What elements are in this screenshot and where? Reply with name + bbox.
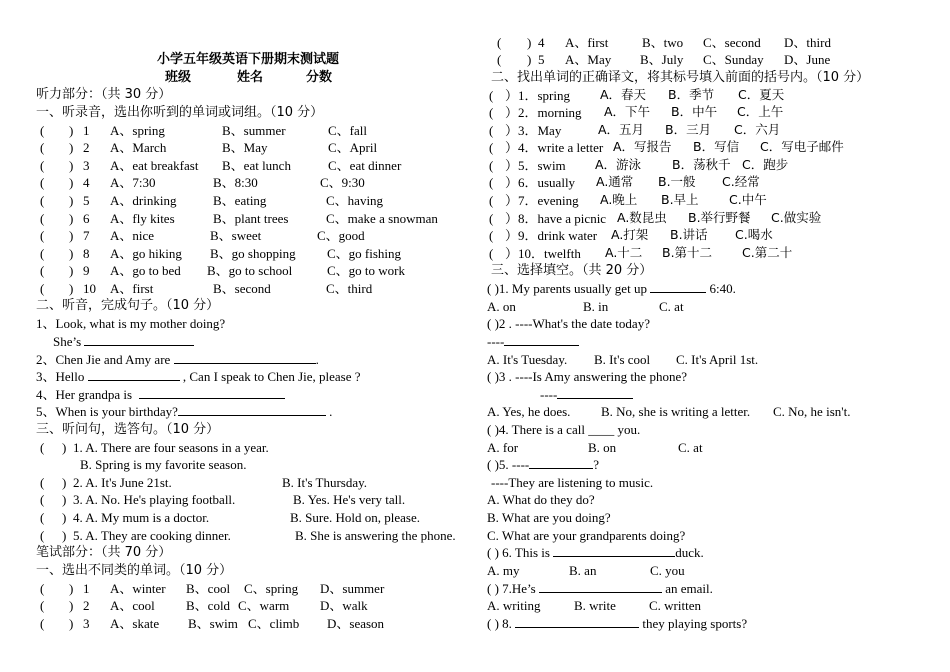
option-a: A.通常 [596,174,634,189]
answer-a: 1. A. There are four seasons in a year. [73,440,269,455]
option-c: C．夏天 [738,87,785,102]
listening-part-heading: 听力部分：（共 30 分） [36,87,172,102]
option-c: C、third [326,281,373,296]
option-c: C、April [328,140,378,155]
item-number: 3 [83,616,90,631]
option-c: C、make a snowman [326,211,438,226]
option-d: D、season [327,616,385,631]
option-a: A．写报告 [613,139,672,154]
option-b: B．中午 [671,104,718,119]
option-b: B、swim [188,616,238,631]
option-b: B. in [583,299,609,314]
option-c: C.中午 [729,192,767,207]
answer-blank[interactable] [178,403,326,416]
option-b: B、May [222,140,268,155]
answer-blank[interactable] [650,280,706,293]
option-a: A.打架 [611,227,649,242]
option-c: C、go to work [327,263,406,278]
option-a: A、7:30 [110,175,156,190]
option-b: B．荡秋千 [672,157,731,172]
word: ）2．morning [505,105,582,120]
option-a: A.晚上 [600,192,638,207]
q7-end: an email. [665,581,713,596]
answer-blank[interactable] [557,386,633,399]
option-a: A．游泳 [595,157,642,172]
option-a: A、skate [110,616,160,631]
field-score: 分数 [306,70,333,85]
option-d: D、third [784,35,831,50]
answer-blank[interactable] [553,544,675,557]
q6-end: duck. [675,545,704,560]
w3-q5-option-c: C. What are your grandparents doing? [487,528,686,543]
option-a: A、first [110,281,154,296]
option-d: D、summer [320,581,385,596]
w3-heading: 三、选择填空。（共 20 分） [491,263,653,278]
q5-text: ( )5. ---- [487,457,530,472]
l3-heading: 三、听问句，选答句。（10 分） [36,422,220,437]
option-b: B. write [574,598,616,613]
word: ）4．write a letter [505,140,604,155]
option-c: C、go fishing [327,246,402,261]
option-c: C．跑步 [742,157,789,172]
option-b: B. on [588,440,617,455]
answer-blank[interactable] [84,333,194,346]
word: ）1．spring [505,88,571,103]
word: ）9．drink water [505,228,598,243]
option-a: A、March [110,140,167,155]
option-c: C．六月 [734,122,781,137]
option-c: C.经常 [722,174,760,189]
item-number: 9 [83,263,90,278]
l1-heading: 一、听录音，选出你听到的单词或词组。（10 分） [36,105,324,120]
option-b: B、eating [213,193,267,208]
l2-s2-end: . [315,352,319,367]
option-c: C．上午 [737,104,784,119]
option-a: A. for [487,440,519,455]
option-b: B、summer [222,123,286,138]
answer-blank[interactable] [515,615,639,628]
answer-a: 2. A. It's June 21st. [73,475,172,490]
option-c: C、warm [238,598,290,613]
l2-heading: 二、听音，完成句子。（10 分） [36,298,220,313]
option-b: B、July [640,52,684,67]
l2-sentence-5 [36,403,332,420]
option-a: A. It's Tuesday. [487,352,568,367]
w3-q2-answer-line [487,333,579,350]
word: ）6．usually [505,175,576,190]
l2-s5-end: . [329,404,333,419]
page-title: 小学五年级英语下册期末测试题 [157,52,340,67]
item-number: 1 [83,123,90,138]
answer-b: B. She is answering the phone. [295,528,456,543]
w3-question-8 [487,615,747,632]
option-b: B、two [642,35,684,50]
option-a: A. writing [487,598,541,613]
q5-end: ? [593,457,600,472]
item-number: 8 [83,246,90,261]
option-a: A、eat breakfast [110,158,199,173]
option-a: A、first [565,35,609,50]
option-b: B.一般 [658,174,696,189]
answer-a: 5. A. They are cooking dinner. [73,528,231,543]
w3-question-5 [487,456,599,473]
answer-blank[interactable] [88,368,180,381]
option-b: B、sweet [210,228,262,243]
item-number: 10 [83,281,96,296]
option-c: C、9:30 [320,175,365,190]
item-number: 1 [83,581,90,596]
l2-sentence-3 [36,368,361,385]
w3-q3-answer-line [540,386,633,403]
option-a: A. my [487,563,520,578]
option-b: B. It's cool [594,352,651,367]
option-a: A、nice [110,228,155,243]
option-b: B.第十二 [662,245,713,260]
option-c: C、good [317,228,365,243]
option-c: C. It's April 1st. [676,352,759,367]
option-c: C、spring [244,581,299,596]
w3-question-3: ( )3 . ----Is Amy answering the phone? [487,369,687,384]
w3-q5-line2: ----They are listening to music. [491,475,654,490]
answer-b: B. Sure. Hold on, please. [290,510,420,525]
option-d: D、walk [320,598,368,613]
word: ）8．have a picnic [505,211,607,226]
word: ）10．twelfth [505,246,581,261]
item-number: 5 [83,193,90,208]
dash: ---- [540,387,558,402]
option-c: C.喝水 [735,227,773,242]
option-c: C、eat dinner [328,158,402,173]
l2-s4-text: 4、Her grandpa is [36,387,133,402]
option-a: A、go hiking [110,246,182,261]
option-c: C、second [703,35,761,50]
item-number: 2 [83,140,90,155]
option-a: A、May [565,52,612,67]
field-class: 班级 [165,70,192,85]
w3-q5-option-a: A. What do they do? [487,492,595,507]
option-a: A．下午 [604,104,651,119]
field-name: 姓名 [237,70,264,85]
option-c: C.做实验 [771,210,822,225]
option-b: B、eat lunch [222,158,291,173]
option-c: C. at [659,299,684,314]
option-b: B、go shopping [210,246,296,261]
w3-q5-option-b: B. What are you doing? [487,510,611,525]
item-number: 5 [538,52,545,67]
option-a: A.十二 [605,245,643,260]
w3-question-2: ( )2 . ----What's the date today? [487,316,650,331]
w3-question-4: ( )4. There is a call ____ you. [487,422,641,437]
option-a: A、cool [110,598,155,613]
option-c: C．写电子邮件 [760,139,844,154]
written-part-heading: 笔试部分：（共 70 分） [36,545,172,560]
answer-b: B. Yes. He's very tall. [293,492,406,507]
option-c: C. No, he isn't. [773,404,851,419]
option-b: B. No, she is writing a letter. [601,404,751,419]
q1-text: ( )1. My parents usually get up [487,281,647,296]
w3-question-7 [487,580,713,597]
item-number: 3 [83,158,90,173]
answer-b: B. It's Thursday. [282,475,368,490]
option-c: C、having [326,193,384,208]
q1-end: 6:40. [709,281,736,296]
item-number: 4 [538,35,545,50]
w3-question-1 [487,280,736,297]
l2-sentence-2 [36,351,319,368]
option-a: A、fly kites [110,211,175,226]
option-b: B．三月 [665,122,712,137]
w3-question-6 [487,544,704,561]
option-c: C、fall [328,123,367,138]
q8-end: they playing sports? [642,616,748,631]
dash: ---- [487,334,505,349]
option-b: B、cold [186,598,231,613]
option-b: B、cool [186,581,231,596]
w1-heading: 一、选出不同类的单词。（10 分） [36,563,233,578]
answer-blank[interactable] [174,351,316,364]
option-b: B．写信 [693,139,740,154]
item-number: 7 [83,228,90,243]
item-number: 2 [83,598,90,613]
option-c: C. at [678,440,703,455]
q7-text: ( ) 7.He’s [487,581,536,596]
option-b: B、8:30 [213,175,258,190]
option-b: B.讲话 [670,227,708,242]
option-b: B.早上 [661,192,699,207]
option-a: A．春天 [600,87,647,102]
w2-heading: 二、找出单词的正确译文，将其标号填入前面的括号内。（10 分） [491,70,870,85]
answer-b: B. Spring is my favorite season. [80,457,247,472]
option-b: B．季节 [668,87,715,102]
option-a: A．五月 [598,122,645,137]
answer-blank[interactable] [539,580,662,593]
word: ）5．swim [505,158,566,173]
word: ）3．May [505,123,562,138]
l2-she-text: She’s [53,334,82,349]
option-a: A. Yes, he does. [487,404,571,419]
l2-sentence-1b [53,333,194,350]
option-b: B.举行野餐 [688,210,751,225]
l2-s3-end: , Can I speak to Chen Jie, please ? [182,369,361,384]
option-b: B. an [569,563,597,578]
l2-s3-text: 3、Hello [36,369,85,384]
option-c: C、Sunday [703,52,764,67]
option-c: C、climb [248,616,300,631]
answer-blank[interactable] [139,386,285,399]
option-b: B、go to school [207,263,293,278]
option-c: C.第二十 [742,245,793,260]
option-a: A、spring [110,123,165,138]
answer-blank[interactable] [504,333,579,346]
item-number: 4 [83,175,90,190]
option-a: A.数昆虫 [617,210,667,225]
q8-text: ( ) 8. [487,616,512,631]
option-a: A. on [487,299,516,314]
option-b: B、plant trees [213,211,289,226]
option-a: A、drinking [110,193,177,208]
l2-sentence-4 [36,386,285,403]
option-c: C. written [649,598,701,613]
answer-a: 3. A. No. He's playing football. [73,492,236,507]
word: ）7．evening [505,193,579,208]
option-d: D、June [784,52,831,67]
option-a: A、winter [110,581,166,596]
l2-sentence-1: 1、Look, what is my mother doing? [36,316,226,331]
answer-blank[interactable] [529,456,593,469]
option-c: C. you [650,563,685,578]
l2-s2-text: 2、Chen Jie and Amy are [36,352,171,367]
q6-text: ( ) 6. This is [487,545,550,560]
answer-a: 4. A. My mum is a doctor. [73,510,210,525]
option-a: A、go to bed [110,263,181,278]
option-b: B、second [213,281,271,296]
item-number: 6 [83,211,90,226]
l2-s5-text: 5、When is your birthday? [36,404,178,419]
